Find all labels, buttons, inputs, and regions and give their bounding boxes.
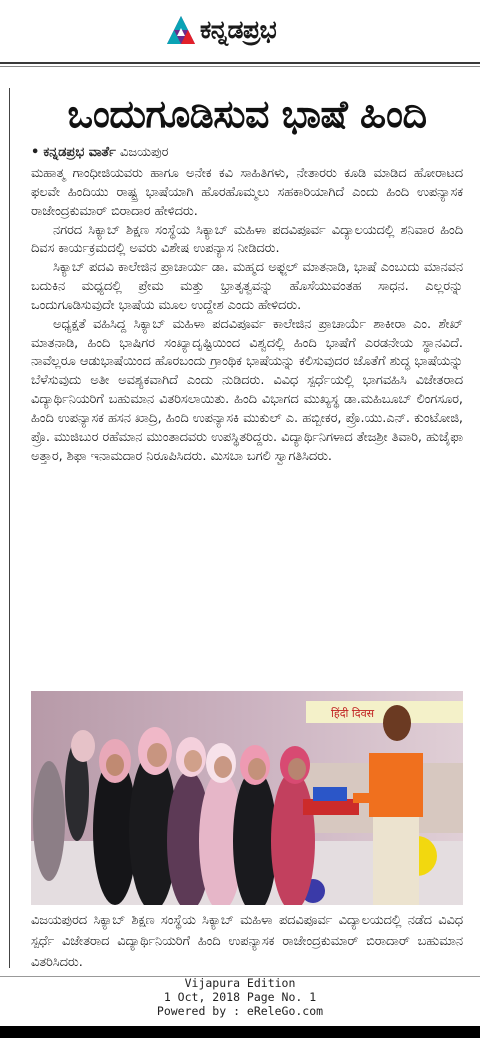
byline — [31, 144, 463, 162]
edition-label: Vijapura Edition — [184, 976, 296, 990]
triangle-logo-icon — [166, 15, 196, 45]
newspaper-logo[interactable] — [166, 10, 276, 50]
paragraph: ಮಹಾತ್ಮ ಗಾಂಧೀಜಿಯವರು ಹಾಗೂ ಅನೇಕ ಕವಿ ಸಾಹಿತಿಗಳು, ನೇತಾರರು ಕೂಡಿ ಮಾಡಿದ ಹೋರಾಟದ ಫಲವೇ ಹಿಂದಿಯು ರಾಷ್ಟ್ರ ಭಾಷೆಯಾಗಿ ಹೊರಹೊಮ್ಮಲು ಸಹಕಾರಿಯಾಗಿದೆ ಎಂದು ಹಿಂದಿ ಉಪನ್ಯಾಸಕ ರಾಜೇಂದ್ರಕುಮಾರ್ ಬಿರಾದಾರ ಹೇಳಿದರು. — [31, 166, 463, 219]
masthead — [0, 0, 480, 62]
byline-place: ವಿಜಯಪುರ — [119, 145, 169, 160]
photo-caption: ವಿಜಯಪುರದ ಸಿಕ್ಯಾಬ್ ಶಿಕ್ಷಣ ಸಂಸ್ಥೆಯ ಸಿಕ್ಯಾಬ್ ಮಹಿಳಾ ಪದವಿಪೂರ್ವ ವಿದ್ಯಾಲಯದಲ್ಲಿ ನಡೆದ ವಿವಿಧ ಸ್ಪರ್ಧೆ ವಿಜೇತರಾದ ವಿದ್ಯಾರ್ಥಿನಿಯರಿಗೆ ಹಿಂದಿ ಉಪನ್ಯಾಸಕ ರಾಜೇಂದ್ರಕುಮಾರ್ ಬಿರಾದಾರ್ ಬಹುಮಾನ ವಿತರಿಸಿದರು. — [31, 913, 463, 970]
paragraph: ನಗರದ ಸಿಕ್ಯಾಬ್ ಶಿಕ್ಷಣ ಸಂಸ್ಥೆಯ ಸಿಕ್ಯಾಬ್ ಮಹಿಳಾ ಪದವಿಪೂರ್ವ ವಿದ್ಯಾಲಯದಲ್ಲಿ ಶನಿವಾರ ಹಿಂದಿ ದಿವಸ ಕಾರ್ಯಕ್ರಮದಲ್ಲಿ ಅವರು ವಿಶೇಷ ಉಪನ್ಯಾಸ ನೀಡಿದರು. — [31, 222, 463, 257]
masthead-divider-thin — [0, 66, 480, 67]
logo-text: ಕನ್ನಡಪ್ರಭ — [200, 15, 277, 44]
headline: ಒಂದುಗೂಡಿಸುವ ಭಾಷೆ ಹಿಂದಿ — [67, 91, 427, 136]
powered-by-link[interactable]: Powered by : eReleGo.com — [156, 1004, 324, 1018]
article — [31, 84, 463, 467]
masthead-divider — [0, 62, 480, 64]
article-body — [31, 165, 463, 467]
paragraph: ಅಧ್ಯಕ್ಷತೆ ವಹಿಸಿದ್ದ ಸಿಕ್ಯಾಬ್ ಮಹಿಳಾ ಪದವಿಪೂರ್ವ ಕಾಲೇಜಿನ ಪ್ರಾಚಾರ್ಯೆ ಶಾಕೀರಾ ಎಂ. ಶೇಖ್ ಮಾತನಾಡಿ, ಹಿಂದಿ ಭಾಷಿಗರ ಸಂಖ್ಯಾದೃಷ್ಟಿಯಿಂದ ವಿಶ್ವದಲ್ಲಿ ಹಿಂದಿ ಭಾಷೆಗೆ ಎರಡನೇಯ ಸ್ಥಾನವಿದೆ. ನಾವೆಲ್ಲರೂ ಆಡುಭಾಷೆಯಿಂದ ಹೊರಬಂದು ಗ್ರಾಂಥಿಕ ಭಾಷೆಯನ್ನು ಕಲಿಸುವುದರ ಜೊತೆಗೆ ಶುದ್ಧ ಭಾಷೆಯನ್ನು ಬೆಳೆಸುವುದು ಅತೀ ಅವಶ್ಯಕವಾಗಿದೆ ಎಂದು ನುಡಿದರು. ವಿವಿಧ ಸ್ಪರ್ಧೆಯಲ್ಲಿ ಭಾಗವಹಿಸಿ ವಿಜೇತರಾದ ವಿದ್ಯಾರ್ಥಿನಿಯರಿಗೆ ಬಹುಮಾನ ವಿತರಿಸಲಾಯಿತು. ಹಿಂದಿ ವಿಭಾಗದ ಮುಖ್ಯಸ್ಥ ಡಾ.ಮಹಿಬೂಬ್ ಲಿಂಗಸೂರ, ಹಿಂದಿ ಉಪನ್ಯಾಸಕ ಹಸನ ಖಾದ್ರಿ, ಹಿಂದಿ ಉಪನ್ಯಾಸಕಿ ಮುಕುಲ್ ಎ. ಹಬ್ಬೀಕರ, ಪ್ರೊ.ಯು.ಎನ್. ಕುಂಟೋಜಿ, ಪ್ರೊ. ಮುಜಿಬುರ ರಹೆಮಾನ ಮುಂತಾದವರು ಉಪಸ್ಥಿತರಿದ್ದರು. ವಿದ್ಯಾರ್ಥಿನಿಗಳಾದ ತೇಜಶ್ರೀ ತಿವಾರಿ, ಹುಜೈಫಾ ಅತ್ತಾರ, ಶಿಫಾ ಇನಾಮದಾರ ನಿರೂಪಿಸಿದರು. ಮಿಸಬಾ ಬಗಲಿ ಸ್ವಾಗತಿಸಿದರು. — [31, 316, 463, 464]
byline-bullet: • — [31, 145, 40, 160]
date-page-label: 1 Oct, 2018 Page No. 1 — [163, 990, 317, 1004]
article-photo — [31, 691, 463, 905]
byline-paper: ಕನ್ನಡಪ್ರಭ ವಾರ್ತೆ — [43, 145, 116, 160]
page-footer — [0, 976, 480, 1018]
photo-banner: हिंदी दिवस — [331, 707, 375, 720]
bottom-bar — [0, 1026, 480, 1038]
photo-illustration — [31, 691, 463, 905]
paragraph: ಸಿಕ್ಯಾಬ್ ಪದವಿ ಕಾಲೇಜಿನ ಪ್ರಾಚಾರ್ಯ ಡಾ. ಮಹ್ಮದ ಅಫ್ಜಲ್ ಮಾತನಾಡಿ, ಭಾಷೆ ಎಂಬುದು ಮಾನವನ ಬದುಕಿನ ಮಧ್ಯದಲ್ಲಿ ಪ್ರೇಮ ಮತ್ತು ಭ್ರಾತೃತ್ವವನ್ನು ಹೊಸೆಯುವಂತಹ ಸಾಧನ. ಎಲ್ಲರನ್ನು ಒಂದುಗೂಡಿಸುವುದೇ ಭಾಷೆಯ ಮೂಲ ಉದ್ದೇಶ ಎಂದು ಹೇಳಿದರು. — [31, 260, 463, 313]
column-rule — [9, 88, 10, 968]
